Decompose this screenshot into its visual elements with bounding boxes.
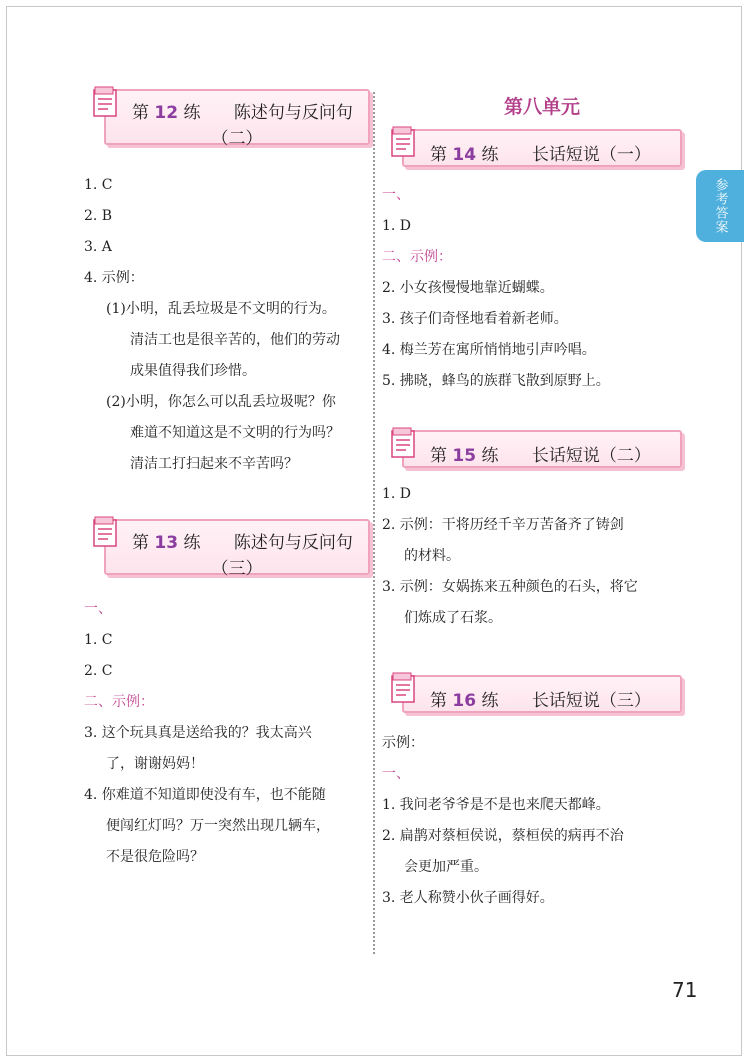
title-box [104, 89, 370, 149]
title-prefix: 第 [132, 533, 149, 553]
section-heading: 二、示例： [382, 249, 452, 265]
exercise-number: 12 [154, 103, 179, 123]
exercise-topic: 长话短说（二） [531, 446, 651, 466]
answer-line: 们炼成了石浆。 [404, 610, 502, 626]
answer-line: 3. A [84, 239, 112, 255]
section-heading: 二、示例： [84, 694, 154, 710]
title-prefix: 第 [132, 103, 149, 123]
title-suffix: 练 [481, 691, 499, 711]
answer-line: 便闯红灯吗？万一突然出现几辆车， [106, 818, 330, 834]
document-icon [92, 86, 120, 118]
document-icon [390, 672, 418, 704]
answer-line: 会更加严重。 [404, 859, 488, 875]
answer-line: 3. 孩子们奇怪地看着新老师。 [382, 311, 568, 327]
exercise-14-answers [382, 180, 682, 397]
exercise-13-answers [84, 594, 370, 873]
section-heading: 一、 [84, 601, 112, 617]
answer-line: 1. D [382, 486, 412, 502]
title-suffix: 练 [481, 145, 499, 165]
exercise-12-answers [84, 170, 370, 480]
title-prefix: 第 [430, 446, 447, 466]
section-heading: 一、 [382, 766, 410, 782]
exercise-number: 16 [452, 691, 477, 711]
right-column [382, 92, 682, 914]
exercise-topic: 陈述句与反问句 [233, 533, 353, 553]
answer-line: 4. 梅兰芳在寓所悄悄地引声吟唱。 [382, 342, 596, 358]
answer-line: 难道不知道这是不文明的行为吗？ [130, 425, 340, 441]
answer-line: 4. 示例： [84, 270, 144, 286]
title-prefix: 第 [430, 691, 447, 711]
title-prefix: 第 [430, 145, 447, 165]
exercise-16-answers [382, 728, 682, 914]
answer-line: 3. 示例：女娲拣来五种颜色的石头，将它 [382, 579, 638, 595]
exercise-number: 14 [452, 145, 477, 165]
exercise-topic-part: （二） [211, 129, 263, 149]
document-icon [390, 126, 418, 158]
exercise-15-answers [382, 479, 682, 634]
exercise-topic-part: （三） [211, 559, 263, 579]
answer-line: (1)小明，乱丢垃圾是不文明的行为。 [106, 301, 336, 317]
title-suffix: 练 [183, 103, 201, 123]
page-number: 71 [672, 978, 698, 1002]
exercise-number: 13 [154, 533, 179, 553]
exercise-16-title [390, 672, 682, 716]
title-box [104, 519, 370, 579]
answer-line: 不是很危险吗？ [106, 849, 204, 865]
answer-line: 清洁工也是很辛苦的，他们的劳动 [130, 332, 340, 348]
answer-line: (2)小明，你怎么可以乱丢垃圾呢？你 [106, 394, 336, 410]
answer-line: 2. B [84, 208, 113, 224]
answer-line: 4. 你难道不知道即使没有车，也不能随 [84, 787, 326, 803]
section-heading: 一、 [382, 187, 410, 203]
unit-title: 第八单元 [503, 96, 580, 118]
title-suffix: 练 [481, 446, 499, 466]
exercise-topic: 长话短说（一） [531, 145, 651, 165]
answer-key-tab: 参考答案 [696, 170, 744, 242]
exercise-15-title [390, 427, 682, 471]
document-icon [390, 427, 418, 459]
exercise-topic: 陈述句与反问句 [233, 103, 353, 123]
column-divider [373, 92, 375, 954]
exercise-13-title [92, 516, 370, 578]
answer-line: 5. 拂晓，蜂鸟的族群飞散到原野上。 [382, 373, 610, 389]
document-icon [92, 516, 120, 548]
title-box [402, 675, 682, 713]
left-column [84, 86, 370, 873]
title-box [402, 129, 682, 167]
answer-line: 了，谢谢妈妈！ [106, 756, 204, 772]
answer-line: 1. 我问老爷爷是不是也来爬天都峰。 [382, 797, 610, 813]
answer-line: 3. 这个玩具真是送给我的？我太高兴 [84, 725, 312, 741]
title-box [402, 430, 682, 468]
answer-line: 清洁工打扫起来不辛苦吗？ [130, 456, 298, 472]
answer-line: 2. C [84, 663, 113, 679]
exercise-14-title [390, 126, 682, 170]
answer-line: 2. 示例：干将历经千辛万苦备齐了铸剑 [382, 517, 624, 533]
answer-line: 示例： [382, 735, 424, 751]
exercise-12-title [92, 86, 370, 148]
title-suffix: 练 [183, 533, 201, 553]
answer-line: 的材料。 [404, 548, 460, 564]
exercise-number: 15 [452, 446, 477, 466]
answer-line: 成果值得我们珍惜。 [130, 363, 256, 379]
answer-line: 1. D [382, 218, 412, 234]
answer-line: 3. 老人称赞小伙子画得好。 [382, 890, 554, 906]
answer-line: 2. 扁鹊对蔡桓侯说，蔡桓侯的病再不治 [382, 828, 624, 844]
answer-line: 1. C [84, 632, 113, 648]
answer-line: 2. 小女孩慢慢地靠近蝴蝶。 [382, 280, 554, 296]
exercise-topic: 长话短说（三） [531, 691, 651, 711]
answer-line: 1. C [84, 177, 113, 193]
